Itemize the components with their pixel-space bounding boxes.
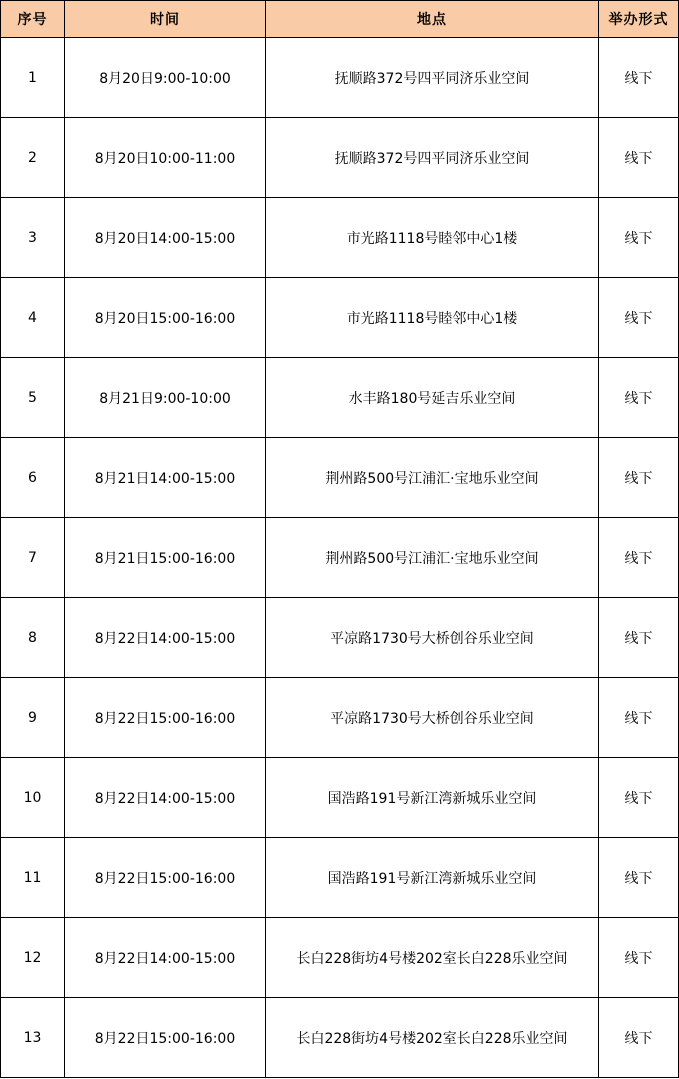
cell-mode: 线下 <box>599 918 679 998</box>
cell-no: 12 <box>1 918 65 998</box>
cell-time: 8月20日9:00-10:00 <box>65 38 266 118</box>
table-row <box>1 758 679 838</box>
cell-time: 8月20日15:00-16:00 <box>65 278 266 358</box>
cell-place: 市光路1118号睦邻中心1楼 <box>266 278 599 358</box>
cell-no: 13 <box>1 998 65 1078</box>
header-place: 地点 <box>266 1 599 38</box>
cell-no: 2 <box>1 118 65 198</box>
cell-place: 水丰路180号延吉乐业空间 <box>266 358 599 438</box>
header-row <box>1 1 679 38</box>
cell-place: 荆州路500号江浦汇·宝地乐业空间 <box>266 438 599 518</box>
cell-time: 8月21日15:00-16:00 <box>65 518 266 598</box>
table-row <box>1 358 679 438</box>
cell-mode: 线下 <box>599 838 679 918</box>
cell-no: 11 <box>1 838 65 918</box>
cell-time: 8月22日14:00-15:00 <box>65 918 266 998</box>
cell-mode: 线下 <box>599 678 679 758</box>
cell-time: 8月22日15:00-16:00 <box>65 838 266 918</box>
table-row <box>1 438 679 518</box>
table-row <box>1 998 679 1078</box>
table-row <box>1 598 679 678</box>
cell-place: 国浩路191号新江湾新城乐业空间 <box>266 838 599 918</box>
cell-no: 6 <box>1 438 65 518</box>
header-mode: 举办形式 <box>599 1 679 38</box>
table-row <box>1 38 679 118</box>
cell-place: 平凉路1730号大桥创谷乐业空间 <box>266 678 599 758</box>
cell-mode: 线下 <box>599 598 679 678</box>
table-row <box>1 918 679 998</box>
table-body <box>1 38 679 1078</box>
header-time: 时间 <box>65 1 266 38</box>
table-row <box>1 518 679 598</box>
cell-place: 抚顺路372号四平同济乐业空间 <box>266 118 599 198</box>
cell-mode: 线下 <box>599 358 679 438</box>
cell-mode: 线下 <box>599 118 679 198</box>
cell-no: 7 <box>1 518 65 598</box>
table-row <box>1 118 679 198</box>
table-row <box>1 838 679 918</box>
cell-time: 8月20日10:00-11:00 <box>65 118 266 198</box>
cell-time: 8月22日15:00-16:00 <box>65 678 266 758</box>
table-row <box>1 678 679 758</box>
cell-mode: 线下 <box>599 518 679 598</box>
cell-no: 5 <box>1 358 65 438</box>
cell-mode: 线下 <box>599 758 679 838</box>
cell-no: 8 <box>1 598 65 678</box>
cell-no: 10 <box>1 758 65 838</box>
cell-time: 8月21日9:00-10:00 <box>65 358 266 438</box>
table-row <box>1 278 679 358</box>
cell-no: 9 <box>1 678 65 758</box>
table-row <box>1 198 679 278</box>
cell-time: 8月22日14:00-15:00 <box>65 598 266 678</box>
cell-mode: 线下 <box>599 38 679 118</box>
header-no: 序号 <box>1 1 65 38</box>
cell-mode: 线下 <box>599 438 679 518</box>
cell-place: 平凉路1730号大桥创谷乐业空间 <box>266 598 599 678</box>
cell-time: 8月22日14:00-15:00 <box>65 758 266 838</box>
cell-place: 市光路1118号睦邻中心1楼 <box>266 198 599 278</box>
cell-mode: 线下 <box>599 278 679 358</box>
cell-place: 长白228街坊4号楼202室长白228乐业空间 <box>266 918 599 998</box>
cell-no: 3 <box>1 198 65 278</box>
cell-time: 8月20日14:00-15:00 <box>65 198 266 278</box>
cell-place: 荆州路500号江浦汇·宝地乐业空间 <box>266 518 599 598</box>
cell-no: 4 <box>1 278 65 358</box>
cell-place: 长白228街坊4号楼202室长白228乐业空间 <box>266 998 599 1078</box>
cell-no: 1 <box>1 38 65 118</box>
table-header <box>1 1 679 38</box>
cell-place: 抚顺路372号四平同济乐业空间 <box>266 38 599 118</box>
cell-time: 8月22日15:00-16:00 <box>65 998 266 1078</box>
cell-mode: 线下 <box>599 198 679 278</box>
cell-mode: 线下 <box>599 998 679 1078</box>
cell-place: 国浩路191号新江湾新城乐业空间 <box>266 758 599 838</box>
cell-time: 8月21日14:00-15:00 <box>65 438 266 518</box>
